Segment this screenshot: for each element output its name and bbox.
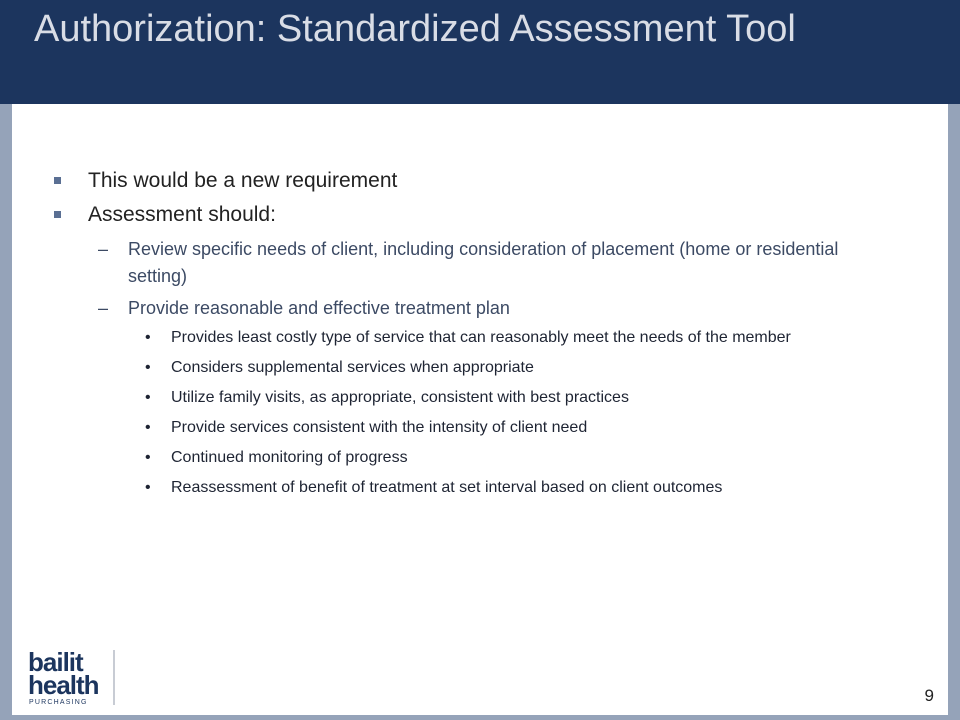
square-bullet-icon xyxy=(54,177,61,184)
dash-bullet-icon: – xyxy=(98,239,109,259)
dot-bullet-icon: • xyxy=(145,359,151,376)
bullet-text: Continued monitoring of progress xyxy=(171,449,408,466)
frame-right-border xyxy=(948,104,960,720)
list-item xyxy=(50,168,870,194)
list-item xyxy=(50,477,870,499)
list-item xyxy=(50,387,870,409)
bullet-text: Reassessment of benefit of treatment at set interval based on client outcomes xyxy=(171,479,723,496)
frame-left-border xyxy=(0,104,12,720)
bullet-text: This would be a new requirement xyxy=(88,169,398,192)
logo-text-bailit: bailit xyxy=(28,648,83,677)
bullet-list xyxy=(50,168,870,507)
logo-text-health: health xyxy=(28,670,99,700)
list-item xyxy=(50,202,870,228)
dash-bullet-icon: – xyxy=(98,298,109,318)
list-item xyxy=(50,295,870,322)
bullet-text: Considers supplemental services when appropriate xyxy=(171,359,534,376)
dot-bullet-icon: • xyxy=(145,479,151,496)
list-item xyxy=(50,357,870,379)
logo-text-purchasing: PURCHASING xyxy=(29,699,88,706)
bullet-text: Assessment should: xyxy=(88,203,276,226)
title-bar xyxy=(0,0,960,104)
bullet-text: Utilize family visits, as appropriate, consistent with best practices xyxy=(171,389,629,406)
list-item xyxy=(50,327,870,349)
page-number: 9 xyxy=(924,686,934,705)
dot-bullet-icon: • xyxy=(145,449,151,466)
bullet-text: Provides least costly type of service that can reasonably meet the needs of the member xyxy=(171,329,791,346)
square-bullet-icon xyxy=(54,211,61,218)
bullet-text: Review specific needs of client, including consideration of placement (home or residential setting) xyxy=(128,239,839,286)
dot-bullet-icon: • xyxy=(145,329,151,346)
list-item xyxy=(50,447,870,469)
bullet-text: Provide services consistent with the intensity of client need xyxy=(171,419,588,436)
slide-title: Authorization: Standardized Assessment Tool xyxy=(34,8,796,50)
frame-bottom-border xyxy=(0,715,960,720)
list-item xyxy=(50,417,870,439)
dot-bullet-icon: • xyxy=(145,419,151,436)
list-item xyxy=(50,236,870,290)
bullet-text: Provide reasonable and effective treatment plan xyxy=(128,298,510,318)
logo-divider xyxy=(113,650,115,705)
dot-bullet-icon: • xyxy=(145,389,151,406)
